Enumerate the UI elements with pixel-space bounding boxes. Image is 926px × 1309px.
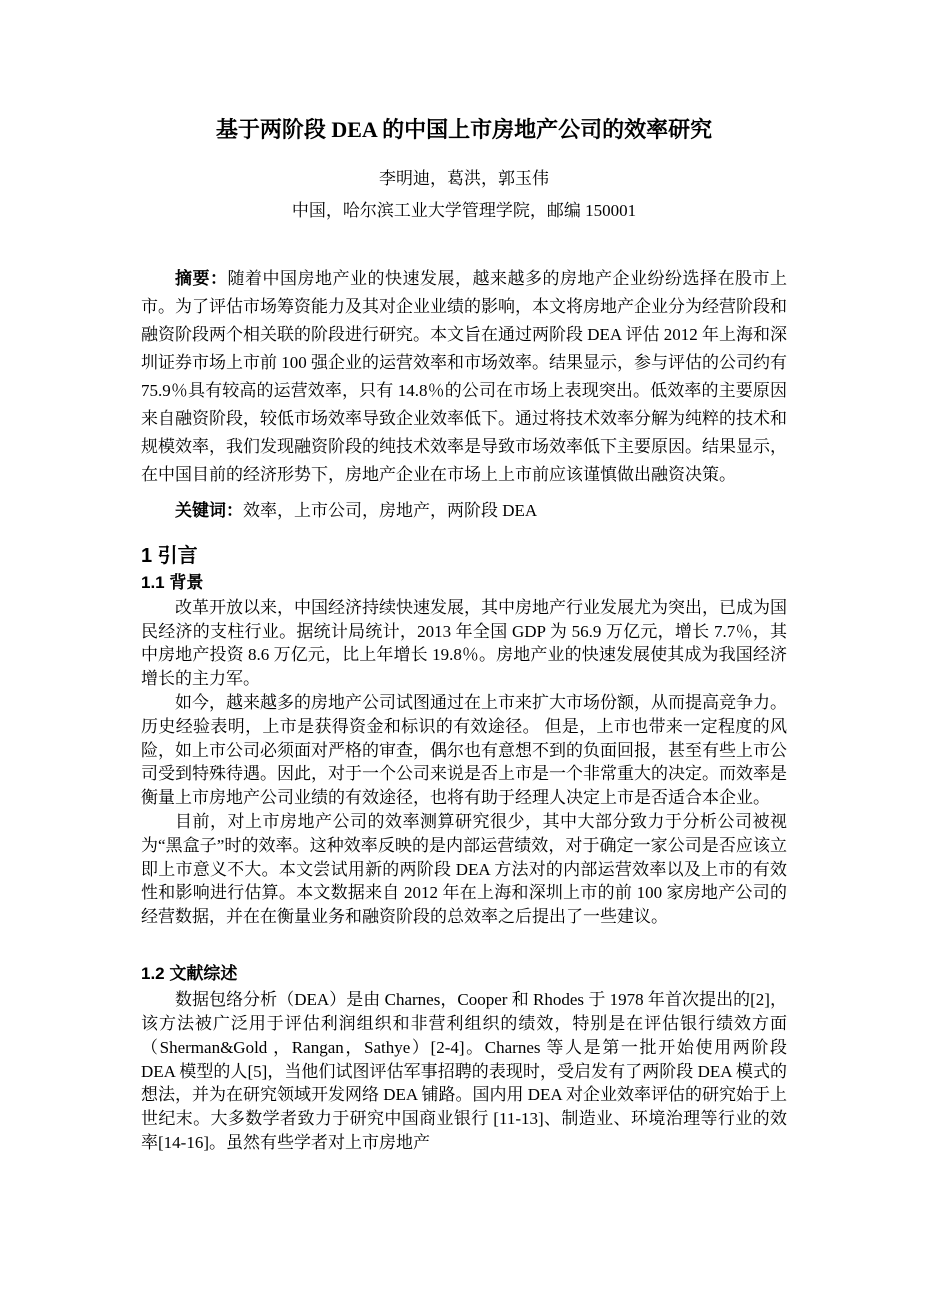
section-1-1-heading: 1.1 背景: [141, 572, 204, 592]
keywords-line: [141, 498, 787, 524]
background-paragraph-3: 目前，对上市房地产公司的效率测算研究很少，其中大部分致力于分析公司被视为“黑盒子”时的效率。这种效率反映的是内部运营绩效，对于确定一家公司是否应该立即上市意义不大。本文尝试用新的两阶段 DEA 方法对的内部运营效率以及上市的有效性和影响进行估算。本文数据来自 2012 年在上海和深圳上市的前 100 家房地产公司的经营数据，并在在衡量业务和融资阶段的总效率之后提出了一些建议。: [141, 811, 787, 927]
paper-title: 基于两阶段 DEA 的中国上市房地产公司的效率研究: [215, 117, 713, 142]
affiliation-line: 中国，哈尔滨工业大学管理学院，邮编 150001: [291, 200, 637, 220]
abstract-label: 摘要：: [175, 268, 228, 288]
literature-paragraph-1: 数据包络分析（DEA）是由 Charnes，Cooper 和 Rhodes 于 1978 年首次提出的[2]，该方法被广泛用于评估利润组织和非营利组织的绩效，特别是在评估银行绩效方面（Sherman&Gold ，Rangan，Sathye）[2-4]。Charnes 等人是第一批开始使用两阶段 DEA 模型的人[5]，当他们试图评估军事招聘的表现时，受启发有了两阶段 DEA 模式的想法，并为在研究领域开发网络 DEA 铺路。国内用 DEA 对企业效率评估的研究始于上世纪末。大多数学者致力于研究中国商业银行 [11-13]、制造业、环境治理等行业的效率[14-16]。虽然有些学者对上市房地产: [141, 990, 787, 1152]
authors-line: 李明迪，葛洪，郭玉伟: [379, 168, 549, 188]
keywords-text: 效率，上市公司，房地产，两阶段 DEA: [243, 500, 538, 520]
section-1-2-heading: 1.2 文献综述: [141, 963, 238, 983]
keywords-label: 关键词：: [175, 500, 243, 520]
section-1-heading: 1 引言: [141, 544, 198, 567]
background-paragraph-2: 如今，越来越多的房地产公司试图通过在上市来扩大市场份额，从而提高竞争力。历史经验表明，上市是获得资金和标识的有效途径。 但是，上市也带来一定程度的风险，如上市公司必须面对严格的审查，偶尔也有意想不到的负面回报，甚至有些上市公司受到特殊待遇。因此，对于一个公司来说是否上市是一个非常重大的决定。而效率是衡量上市房地产公司业绩的有效途径，也将有助于经理人决定上市是否适合本企业。: [141, 692, 787, 808]
abstract-paragraph: [141, 265, 787, 489]
abstract-text: 随着中国房地产业的快速发展，越来越多的房地产企业纷纷选择在股市上市。为了评估市场筹资能力及其对企业业绩的影响，本文将房地产企业分为经营阶段和融资阶段两个相关联的阶段进行研究。本文旨在通过两阶段 DEA 评估 2012 年上海和深圳证券市场上市前 100 强企业的运营效率和市场效率。结果显示，参与评估的公司约有 75.9％具有较高的运营效率，只有 14.8％的公司在市场上表现突出。低效率的主要原因来自融资阶段，较低市场效率导致企业效率低下。通过将技术效率分解为纯粹的技术和规模效率，我们发现融资阶段的纯技术效率是导致市场效率低下主要原因。结果显示，在中国目前的经济形势下，房地产企业在市场上上市前应该谨慎做出融资决策。: [141, 268, 787, 484]
background-paragraph-1: 改革开放以来，中国经济持续快速发展，其中房地产行业发展尤为突出，已成为国民经济的支柱行业。据统计局统计，2013 年全国 GDP 为 56.9 万亿元，增长 7.7％，其中房地产投资 8.6 万亿元，比上年增长 19.8％。房地产业的快速发展使其成为我国经济增长的主力军。: [141, 597, 787, 689]
